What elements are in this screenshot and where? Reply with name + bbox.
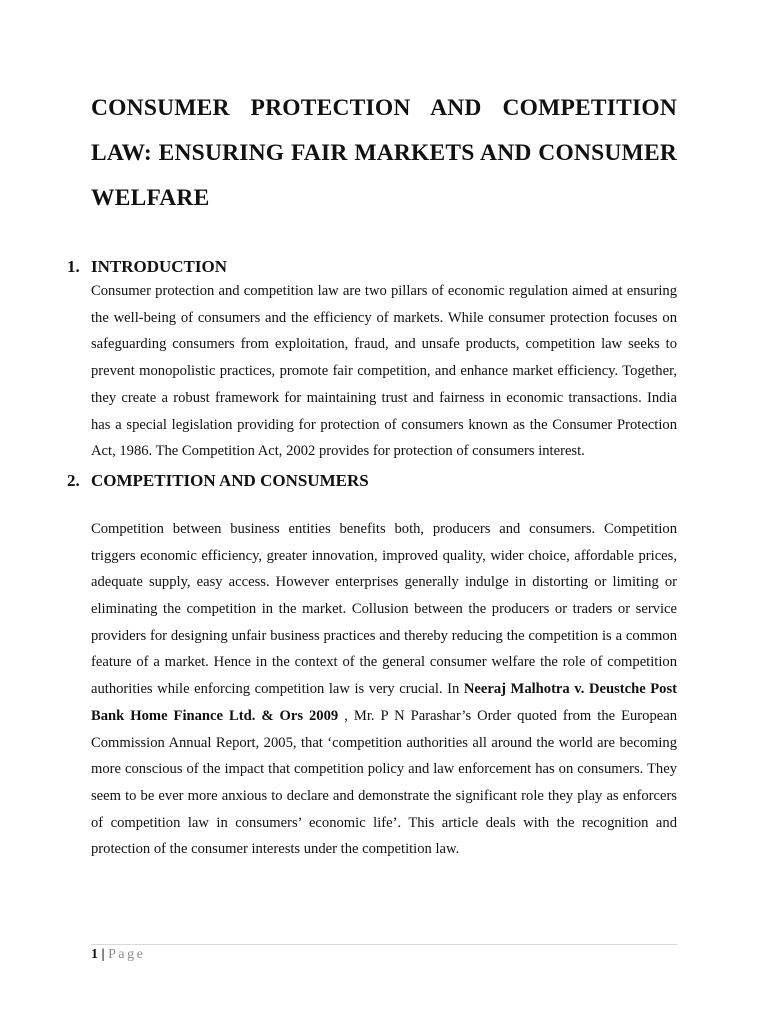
section-paragraph: Consumer protection and competition law are two pillars of economic regulation aimed at ensuring the well-being of consumers and the efficiency of markets. While consumer protection focuses on safeguarding consumers from exploitation, fraud, and unsafe products, competition law seeks to prevent monopolistic practices, promote fair competition, and enhance market efficiency. Together, they create a robust framework for maintaining trust and fairness in economic transactions. India has a special legislation providing for protection of consumers known as the Consumer Protection Act, 1986. The Competition Act, 2002 provides for protection of consumers interest. bbox=[91, 283, 677, 460]
section-title: COMPETITION AND CONSUMERS bbox=[91, 470, 369, 490]
page-footer bbox=[91, 944, 677, 964]
section-paragraph bbox=[91, 516, 677, 863]
section-title: INTRODUCTION bbox=[91, 257, 228, 276]
page-label: Page bbox=[108, 947, 146, 962]
section-heading bbox=[67, 470, 677, 492]
section-number: 2. bbox=[67, 470, 80, 490]
case-citation: Neeraj Malhotra v. Deustche Post Bank Home Finance Ltd. & Ors 2009 bbox=[91, 681, 677, 724]
document-title: CONSUMER PROTECTION AND COMPETITION LAW: ENSURING FAIR MARKETS AND CONSUMER WELFARE bbox=[91, 95, 677, 211]
paragraph-text: , Mr. P N Parashar’s Order quoted from the European Commission Annual Report, 2005, that ‘competition authorities all around the world are becoming more conscious of the impact that competition policy and law enforcement has on consumers. They seem to be ever more anxious to declare and demonstrate the significant role they play as enforcers of competition law in consumers’ economic life’. This article deals with the recognition and protection of the consumer interests under the competition law. bbox=[91, 707, 678, 858]
page-content bbox=[67, 86, 678, 863]
section-introduction bbox=[67, 256, 677, 465]
paragraph-text: Competition between business entities benefits both, producers and consumers. Competition triggers economic efficiency, greater innovation, improved quality, wider choice, affordable prices, adequate supply, easy access. However enterprises generally indulge in distorting or limiting or eliminating the competition in the market. Collusion between the producers or traders or service providers for designing unfair business practices and thereby reducing the competition is a common feature of a market. Hence in the context of the general consumer welfare the role of competition authorities while enforcing competition law is very crucial. In bbox=[91, 520, 677, 698]
page-number: 1 bbox=[91, 947, 98, 962]
section-heading bbox=[67, 256, 677, 278]
page-separator: | bbox=[98, 947, 109, 962]
section-competition-and-consumers bbox=[67, 470, 678, 863]
section-number: 1. bbox=[67, 257, 80, 276]
